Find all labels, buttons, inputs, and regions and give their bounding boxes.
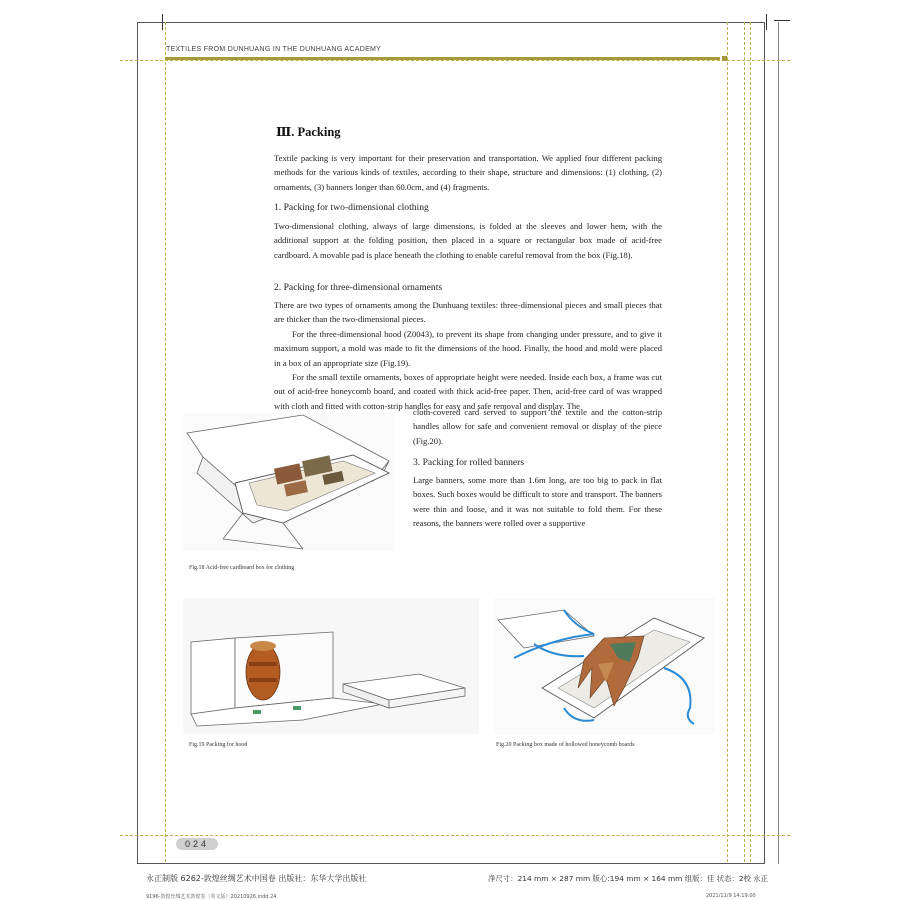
slug-file: 9196-敦煌丝绸艺术敦煌卷（英文版）20210926.indd 24 (146, 894, 277, 900)
clothing-paragraph: Two-dimensional clothing, always of large dimensions, is folded at the sleeves and lower hem, with the additional support at the folding position, then placed in a square or rectangular box made of acid-free cardboard. A movable pad is place beneath the clothing to enable careful removal from the box (Fig.18). (274, 221, 662, 260)
ornaments-block (274, 298, 662, 413)
subheading-clothing: 1. Packing for two-dimensional clothing (274, 202, 429, 213)
ornaments-paragraph-3: For the small textile ornaments, boxes of appropriate height were needed. Inside each box, a frame was cut out of acid-free honeycomb board, and coated with thick acid-free paper. Then, acid-free card of was wrapped with cloth and fitted with cotton-strip handles for easy and safe removal and display. The (274, 372, 662, 411)
guide-right-1 (727, 22, 728, 862)
ornaments-paragraph-2: For the three-dimensional hood (Z0043), to prevent its shape from changing under pressure, and to give it maximum support, a mold was made to fit the dimensions of the hood. Finally, the hood and mold were placed in a box of an appropriate size (Fig.19). (274, 328, 662, 368)
guide-left (165, 22, 166, 862)
figure-20-caption: Fig.20 Packing box made of hollowed honeycomb boards (496, 742, 635, 748)
slug-right: 净尺寸：214 mm × 287 mm 版心:194 mm × 164 mm 组版：佳 状态：2校 永正 (488, 874, 769, 883)
ornaments-paragraph-3-cont: cloth-covered card served to support the textile and the cotton-strip handles allow for safe and convenient removal or display of the piece (Fig.20). (413, 407, 662, 446)
section-title: Ⅲ. Packing (276, 125, 341, 139)
page-number: 024 (176, 838, 218, 850)
header-rule (165, 57, 720, 60)
figure-18-clothing-box (183, 413, 395, 551)
trim-line-left (137, 22, 138, 864)
figure-18-caption: Fig.18 Acid-free cardboard box for clothing (189, 565, 295, 571)
trim-line-bottom (137, 863, 765, 864)
subheading-ornaments: 2. Packing for three-dimensional ornaments (274, 282, 443, 293)
crop-mark-right (774, 20, 790, 21)
ornaments-paragraph-1: There are two types of ornaments among the Dunhuang textiles: three-dimensional pieces and small pieces that are thicker than the two-dimensional pieces. (274, 300, 662, 325)
bleed-line-right (778, 22, 779, 864)
subheading-banners: 3. Packing for rolled banners (413, 457, 525, 468)
banners-paragraph: Large banners, some more than 1.6m long, are too big to pack in flat boxes. Such boxes would be difficult to store and transport. The banners were thin and loose, and it was not suitable to fold them. For these reasons, the banners were rolled over a supportive (413, 475, 662, 529)
guide-top (120, 60, 790, 61)
trim-line-right (764, 22, 765, 864)
running-head: TEXTILES FROM DUNHUANG IN THE DUNHUANG ACADEMY (166, 46, 382, 53)
trim-line-top (137, 22, 765, 23)
figure-19-caption: Fig.19 Packing for hood (189, 742, 248, 748)
guide-right-2 (744, 22, 745, 862)
slug-date: 2021/11/9 14:19:00 (706, 893, 756, 899)
figure-20-honeycomb-box (494, 598, 715, 734)
intro-paragraph: Textile packing is very important for their preservation and transportation. We applied four different packing methods for the various kinds of textiles, according to their shape, structure and dimensions: (1) clothing, (2) ornaments, (3) banners longer than 60.0cm, and (4) fragments. (274, 153, 662, 192)
header-marker (722, 56, 727, 61)
guide-bottom (120, 835, 790, 836)
slug-left: 永正制版 6262-敦煌丝绸艺术中国卷 出版社：东华大学出版社 (146, 874, 367, 883)
guide-right-3 (750, 22, 751, 862)
crop-mark-top-right (766, 14, 767, 30)
figure-19-hood-box (183, 598, 479, 734)
